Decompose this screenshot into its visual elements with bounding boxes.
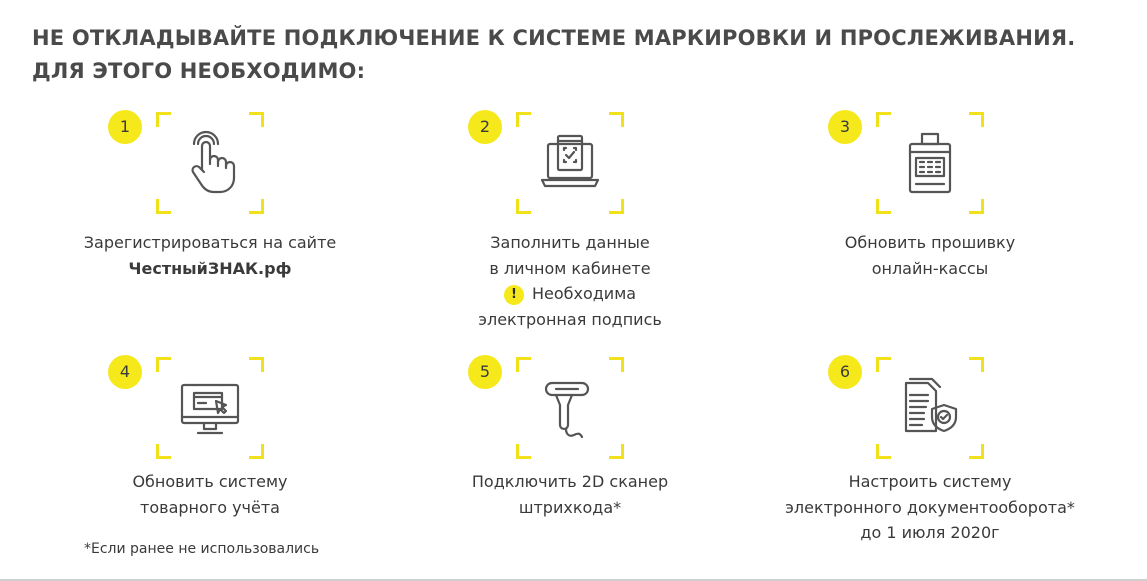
step-number-badge: 1: [108, 110, 142, 144]
site-link[interactable]: ЧестныйЗНАК.рф: [128, 258, 292, 278]
step-caption: [740, 469, 1120, 546]
caption-line: штрихкода*: [518, 497, 622, 517]
icon-frame: [516, 357, 624, 459]
laptop-check-icon: [540, 130, 600, 196]
icon-frame: [516, 112, 624, 214]
monitor-cursor-icon: [180, 375, 240, 441]
step-number-badge: 2: [468, 110, 502, 144]
step-number-badge: 3: [828, 110, 862, 144]
caption-line: товарного учёта: [140, 497, 280, 517]
step-number-badge: 6: [828, 355, 862, 389]
title-line-2: ДЛЯ ЭТОГО НЕОБХОДИМО:: [32, 59, 366, 83]
caption-line: в личном кабинете: [489, 258, 651, 278]
icon-frame: [156, 112, 264, 214]
step-caption: [380, 469, 760, 520]
step-number-badge: 5: [468, 355, 502, 389]
caption-line: онлайн-кассы: [871, 258, 989, 278]
page-title: [32, 22, 1075, 88]
footnote: *Если ранее не использовались: [84, 541, 320, 557]
caption-line: электронного документооборота*: [785, 497, 1075, 517]
caption-line: Обновить прошивку: [844, 233, 1016, 252]
step-caption: [740, 230, 1120, 281]
step-caption: [20, 469, 400, 520]
caption-line: электронная подпись: [478, 309, 662, 329]
cash-register-icon: [900, 130, 960, 196]
caption-line: Зарегистрироваться на сайте: [83, 233, 337, 252]
caption-line: Заполнить данные: [490, 233, 650, 252]
icon-frame: [876, 357, 984, 459]
step-caption: [20, 230, 400, 281]
step-number-badge: 4: [108, 355, 142, 389]
step-caption: [380, 230, 760, 332]
caption-line: до 1 июля 2020г: [860, 523, 1000, 542]
caption-line: Подключить 2D сканер: [471, 472, 669, 491]
icon-frame: [876, 112, 984, 214]
document-shield-icon: [900, 375, 960, 441]
caption-line: Настроить систему: [848, 472, 1012, 491]
barcode-scanner-icon: [540, 375, 600, 441]
warning-line: ! Необходима: [380, 281, 760, 307]
warning-icon: !: [504, 285, 524, 305]
title-line-1: НЕ ОТКЛАДЫВАЙТЕ ПОДКЛЮЧЕНИЕ К СИСТЕМЕ МАРКИРОВКИ И ПРОСЛЕЖИВАНИЯ.: [32, 26, 1076, 50]
icon-frame: [156, 357, 264, 459]
hand-pointer-icon: [180, 130, 240, 196]
caption-line: Обновить систему: [132, 472, 288, 491]
